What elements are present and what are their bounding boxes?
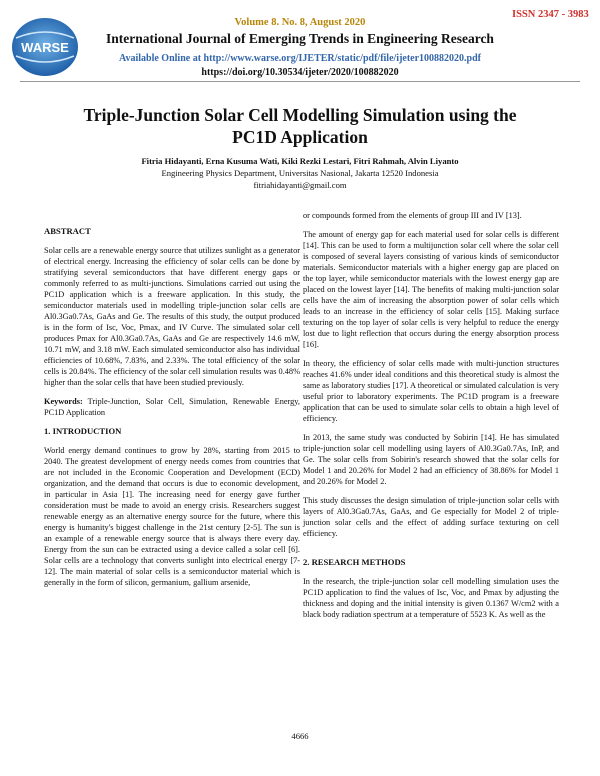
- logo-text: WARSE: [21, 40, 69, 55]
- intro-paragraph: World energy demand continues to grow by 28%, starting from 2015 to 2040. The greatest development of energy needs comes from countries that are not included in the Economic Cooperation and Development (ECD) organization, and the demand that occurs is due to economic development, in particular in Asia [1]. The increasing need for energy gave further consideration must be made to avoid an energy crisis. Researchers suggest renewable energy as an alternative energy source for the future, where this energy is humanity's biggest challenge in the 21st century [2-5]. The sun is an example of a renewable energy source that is always there every day. Energy from the sun can be extracted using a device called a solar cell [6]. Solar cells are a technology that converts sunlight into electrical energy [7-12]. The main material of solar cells is a semiconductor material which is generally in the form of silicon, germanium, gallium arsenide,: [44, 446, 300, 587]
- affiliation: Engineering Physics Department, Universitas Nasional, Jakarta 12520 Indonesia: [161, 168, 439, 178]
- right-paragraph-1: The amount of energy gap for each material used for solar cells is different [14]. This can be used to form a multijunction solar cell where the solar cell is composed of several layers consisting of various kinds of semiconductor materials. Semiconductor materials with a higher energy gap are placed on the top layer, while semiconductor materials with the lowest energy gap are placed on the lowest layer [14]. The benefits of making multi-junction solar cells have the aim of increasing the absorption power of solar cells which leads to an increase in the efficiency of solar cells [15]. Making surface texturing on the top layer of solar cells is very helpful to reduce the energy lost due to light reflection that occurs during the energy absorption process [16].: [303, 230, 559, 349]
- title-line-1: Triple-Junction Solar Cell Modelling Simulation using the: [83, 105, 517, 125]
- journal-name: International Journal of Emerging Trends in Engineering Research: [106, 31, 494, 46]
- author-list: Fitria Hidayanti, Erna Kusuma Wati, Kiki Rezki Lestari, Fitri Rahmah, Alvin Liyanto: [141, 156, 459, 166]
- right-column: [303, 210, 559, 628]
- doi-link[interactable]: https://doi.org/10.30534/ijeter/2020/100882020: [201, 67, 399, 78]
- paper-title: [40, 104, 560, 148]
- methods-heading: 2. RESEARCH METHODS: [303, 557, 406, 567]
- right-paragraph-2: In theory, the efficiency of solar cells made with multi-junction structures reaches 41.6% under ideal conditions and this theoretical study is almost the same as laboratory studies [17]. A theoretical or simulated calculation is very useful prior to laboratory experiments. The PC1D program is a freeware application that can be used to simulate solar cells to obtain a high level of efficiency.: [303, 359, 559, 423]
- volume-line: Volume 8. No. 8, August 2020: [234, 17, 366, 28]
- keywords: [44, 396, 300, 418]
- right-paragraph-0: or compounds formed from the elements of group III and IV [13].: [303, 211, 522, 220]
- header-divider: [20, 81, 580, 82]
- abstract-text: Solar cells are a renewable energy source that utilizes sunlight as a generator of electrical energy. Increasing the efficiency of solar cells can be done by stratifying several semiconductors that have different energy gaps or commonly referred to as multi-junctions. Simulations carried out using the PC1D application which is a freeware application. In this study, the semiconductor materials used in modelling triple-junction solar cells are Al0.3Ga0.7As, GaAs and Ge. The results of this study, the output produced is in the form of Isc, Voc, Pmax, and IV Curve. The simulated solar cell produces Pmax for Al0.3Ga0.7As, GaAs and Ge are respectively 14.6 mW, 10.71 mW, and 3.18 mW. Each simulated semiconductor also has individual efficiencies of 10.68%, 7.83%, and 2.33%. The total efficiency of the solar cells is 20.84%. The efficiency of the solar cell simulation results was 0.48% higher than the solar cells that have been studied previously.: [44, 246, 300, 387]
- intro-heading: 1. INTRODUCTION: [44, 426, 122, 436]
- contact-email: fitriahidayanti@gmail.com: [253, 180, 347, 190]
- page-number: 4666: [291, 731, 309, 741]
- available-link[interactable]: Available Online at http://www.warse.org/IJETER/static/pdf/file/ijeter100882020.pdf: [118, 53, 482, 64]
- methods-paragraph: In the research, the triple-junction solar cell modelling simulation uses the PC1D application to find the values of Isc, Voc, and Pmax by adjusting the thickness and doping and the initial intensity is given 0.1367 W/cm2 with a black body radiation spectrum at a temperature of 5523 K. As well as the: [303, 577, 559, 619]
- right-paragraph-4: This study discusses the design simulation of triple-junction solar cells with layers of Al0.3Ga0.7As, GaAs, and Ge especially for Model 2 of triple-junction solar cells and the effect of adding surface texturing on cell efficiency.: [303, 496, 559, 538]
- left-column: [44, 226, 300, 596]
- keywords-text: Triple-Junction, Solar Cell, Simulation, Renewable Energy, PC1D Application: [44, 397, 300, 417]
- right-paragraph-3: In 2013, the same study was conducted by Sobirin [14]. He has simulated triple-junction solar cell modelling using layers of Al0.3Ga0.7As, InP, and Ge. The solar cells from Sobirin's research showed that the solar cells for Model 1 and 20.26% for Model 2 had an efficiency of 38.86% for Model 1 and 20.26% for Model 2.: [303, 433, 559, 486]
- keywords-label: Keywords:: [44, 397, 83, 406]
- abstract-heading: ABSTRACT: [44, 226, 91, 236]
- title-line-2: PC1D Application: [232, 127, 368, 147]
- warse-logo: [10, 16, 80, 78]
- issn-label: ISSN 2347 - 3983: [512, 9, 589, 20]
